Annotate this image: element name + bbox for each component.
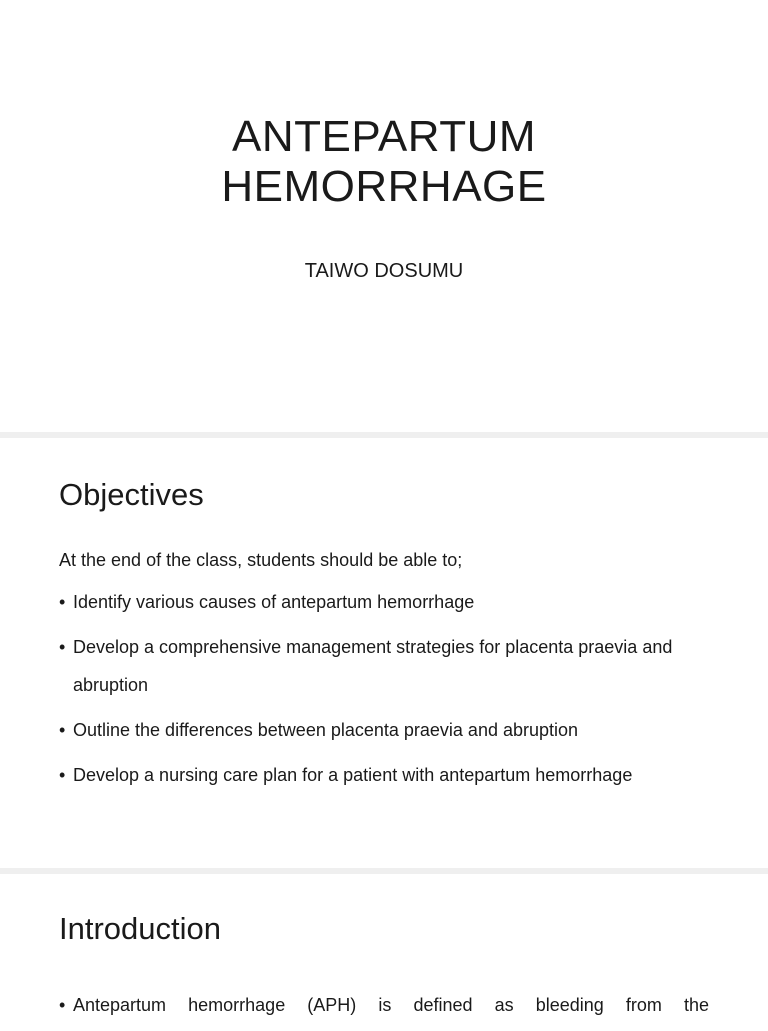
objectives-heading: Objectives — [59, 477, 204, 512]
list-item — [59, 628, 709, 704]
bullet-icon: • — [59, 592, 66, 612]
bullet-icon: • — [59, 765, 66, 785]
introduction-text: Antepartum hemorrhage (APH) is defined as bleeding from the — [73, 995, 709, 1015]
introduction-list — [59, 986, 709, 1031]
bullet-icon: • — [59, 995, 66, 1015]
title-line-2: HEMORRHAGE — [221, 162, 547, 211]
presentation-title — [0, 112, 768, 212]
objective-text: Outline the differences between placenta praevia and abruption — [73, 720, 579, 740]
bullet-icon: • — [59, 720, 66, 740]
list-item — [59, 711, 709, 749]
introduction-slide — [0, 874, 768, 1024]
list-item — [59, 583, 709, 621]
introduction-heading: Introduction — [59, 911, 221, 946]
bullet-icon: • — [59, 637, 66, 657]
objective-text: Identify various causes of antepartum hemorrhage — [73, 592, 475, 612]
objective-text: Develop a nursing care plan for a patient with antepartum hemorrhage — [73, 765, 633, 785]
title-line-1: ANTEPARTUM — [231, 112, 537, 161]
list-item — [59, 986, 709, 1024]
objective-text: Develop a comprehensive management strategies for placenta praevia and abruption — [73, 637, 673, 695]
objectives-slide — [0, 438, 768, 868]
objectives-intro: At the end of the class, students should be able to; — [59, 550, 463, 570]
list-item — [59, 756, 709, 794]
objectives-list — [59, 583, 709, 801]
title-slide — [0, 0, 768, 432]
author-name: TAIWO DOSUMU — [304, 260, 464, 282]
